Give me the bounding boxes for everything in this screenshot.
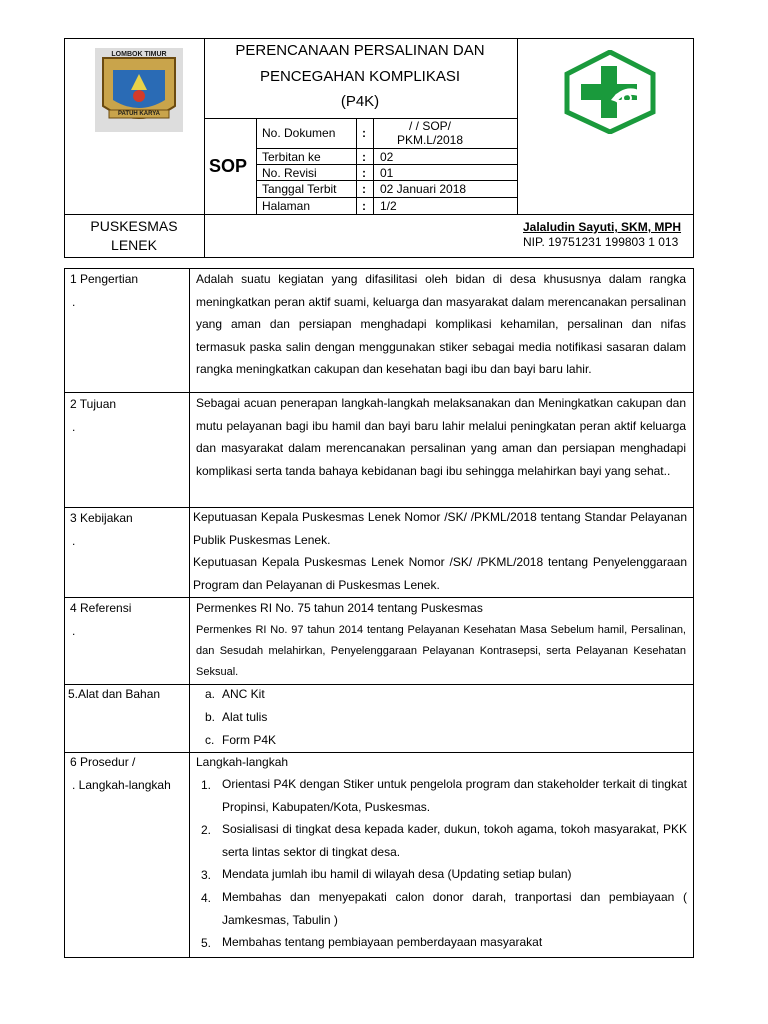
meta-sep: : bbox=[362, 199, 366, 213]
list-item: Alat tulis bbox=[222, 710, 268, 724]
title-line-3: (P4K) bbox=[340, 93, 380, 110]
meta-label: No. Dokumen bbox=[262, 126, 336, 140]
list-item: ANC Kit bbox=[222, 687, 265, 701]
header-divider bbox=[256, 164, 517, 165]
list-marker: c. bbox=[205, 733, 215, 747]
procedure-step: Membahas tentang pembiayaan pemberdayaan masyarakat bbox=[222, 935, 543, 949]
section-label: 6 Prosedur / bbox=[70, 755, 136, 769]
referensi-item: Permenkes RI No. 75 tahun 2014 tentang Puskesmas bbox=[196, 601, 483, 615]
meta-sep: : bbox=[362, 150, 366, 164]
lombok-timur-logo bbox=[95, 48, 183, 132]
header-divider bbox=[256, 118, 257, 215]
signer-name: Jalaludin Sayuti, SKM, MPH bbox=[523, 220, 682, 234]
org-name-line: PUSKESMAS bbox=[90, 218, 178, 234]
list-marker: 3. bbox=[201, 868, 212, 882]
referensi-item: Permenkes RI No. 97 tahun 2014 tentang Pelayanan Kesehatan Masa Sebelum hamil, Persalinan, dan Sesudah melahirkan, Penyelenggaraan Pelayanan Kontrasepsi, serta Pelayanan Kesehatan Seksual. bbox=[196, 624, 686, 678]
list-marker: a. bbox=[205, 687, 216, 701]
list-marker: 4. bbox=[201, 891, 212, 905]
list-marker: 1. bbox=[201, 778, 212, 792]
section-label: 1 Pengertian bbox=[70, 272, 139, 286]
list-marker: 2. bbox=[201, 823, 212, 837]
section-label: 3 Kebijakan bbox=[70, 511, 133, 525]
section-dot: . bbox=[72, 534, 76, 548]
signer-nip: NIP. 19751231 199803 1 013 bbox=[523, 235, 679, 249]
meta-value: / / SOP/ PKM.L/2018 bbox=[396, 119, 464, 147]
header-divider bbox=[256, 180, 517, 181]
meta-value: 1/2 bbox=[380, 199, 397, 213]
list-marker: 5. bbox=[201, 936, 212, 950]
section-label: . Langkah-langkah bbox=[72, 778, 171, 792]
title-line-2: PENCEGAHAN KOMPLIKASI bbox=[259, 68, 461, 85]
list-marker: b. bbox=[205, 710, 216, 724]
section-label: 4 Referensi bbox=[70, 601, 132, 615]
meta-sep: : bbox=[362, 166, 366, 180]
meta-label: Terbitan ke bbox=[262, 150, 321, 164]
section-dot: . bbox=[72, 420, 76, 434]
pengertian-text: Adalah suatu kegiatan yang difasilitasi oleh bidan di desa khususnya dalam rangka meningkatkan peran aktif suami, keluarga dan masyarakat dalam merencanakan persalinan yang aman dan persiapan menghadapi komplikasi kehamilan, persalinan dan nifas termasuk paska salin dengan menggunakan stiker sebagai media notifikasi sasaran dalam rangka meningkatkan cakupan dan kesehatan bagi ibu dan bayi baru lahir. bbox=[196, 272, 686, 376]
procedure-step: Membahas dan menyepakati calon donor darah, tranportasi dan pembiayaan ( Jamkesmas, Tabulin ) bbox=[222, 890, 687, 927]
meta-value: 02 bbox=[380, 150, 394, 164]
header-divider bbox=[517, 38, 518, 214]
header-divider bbox=[356, 118, 357, 215]
header-divider bbox=[256, 148, 517, 149]
kebijakan-item: Keputuasan Kepala Puskesmas Lenek Nomor /SK/ /PKML/2018 tentang Standar Pelayanan Publik Puskesmas Lenek. bbox=[193, 510, 687, 547]
table-row-divider bbox=[64, 752, 694, 753]
meta-sep: : bbox=[362, 126, 366, 140]
header-divider bbox=[64, 214, 694, 215]
section-dot: . bbox=[72, 295, 76, 309]
logo-text-bottom: PATUH KARYA bbox=[117, 111, 160, 117]
meta-value: 02 Januari 2018 bbox=[380, 182, 467, 196]
section-dot: . bbox=[72, 624, 76, 638]
section-label: 2 Tujuan bbox=[70, 397, 117, 411]
title-line-1: PERENCANAAN PERSALINAN DAN bbox=[235, 42, 485, 59]
procedure-step: Sosialisasi di tingkat desa kepada kader, dukun, tokoh agama, tokoh masyarakat, PKK serta lintas sektor di tingkat desa. bbox=[222, 822, 687, 859]
kebijakan-item: Keputuasan Kepala Puskesmas Lenek Nomor /SK/ /PKML/2018 tentang Penyelenggaraan Program dan Pelayanan di Puskesmas Lenek. bbox=[193, 555, 687, 592]
procedure-step: Mendata jumlah ibu hamil di wilayah desa (Updating setiap bulan) bbox=[222, 867, 572, 881]
meta-label: Halaman bbox=[262, 199, 311, 213]
header-divider bbox=[373, 118, 374, 215]
logo-text-top: LOMBOK TIMUR bbox=[111, 51, 167, 58]
tujuan-text: Sebagai acuan penerapan langkah-langkah melaksanakan dan Meningkatkan cakupan dan mutu pelayanan bagi ibu hamil dan bayi baru lahir melalui peningkatan peran aktif keluarga dan masyarakat dalam merencanakan persalinan yang aman dan persiapan menghadapi komplikasi serta tanda bahaya kebidanan bagi ibu sehingga melahirkan bayi yang sehat.. bbox=[196, 396, 686, 478]
procedure-step: Orientasi P4K dengan Stiker untuk pengelola program dan stakeholder terkait di tingkat Propinsi, Kabupaten/Kota, Puskesmas. bbox=[222, 777, 687, 814]
meta-sep: : bbox=[362, 182, 366, 196]
table-row-divider bbox=[64, 684, 694, 685]
header-divider bbox=[256, 197, 517, 198]
prosedur-heading: Langkah-langkah bbox=[196, 755, 289, 769]
table-column-divider bbox=[189, 268, 190, 958]
org-name bbox=[64, 217, 204, 255]
org-name-line: LENEK bbox=[111, 237, 157, 253]
section-label: 5.Alat dan Bahan bbox=[68, 687, 161, 701]
list-item: Form P4K bbox=[222, 733, 277, 747]
meta-label: No. Revisi bbox=[262, 166, 317, 180]
puskesmas-logo bbox=[563, 50, 657, 134]
meta-value: 01 bbox=[380, 166, 394, 180]
table-row-divider bbox=[64, 597, 694, 598]
meta-label: Tanggal Terbit bbox=[262, 182, 337, 196]
sop-label: SOP bbox=[209, 156, 248, 176]
